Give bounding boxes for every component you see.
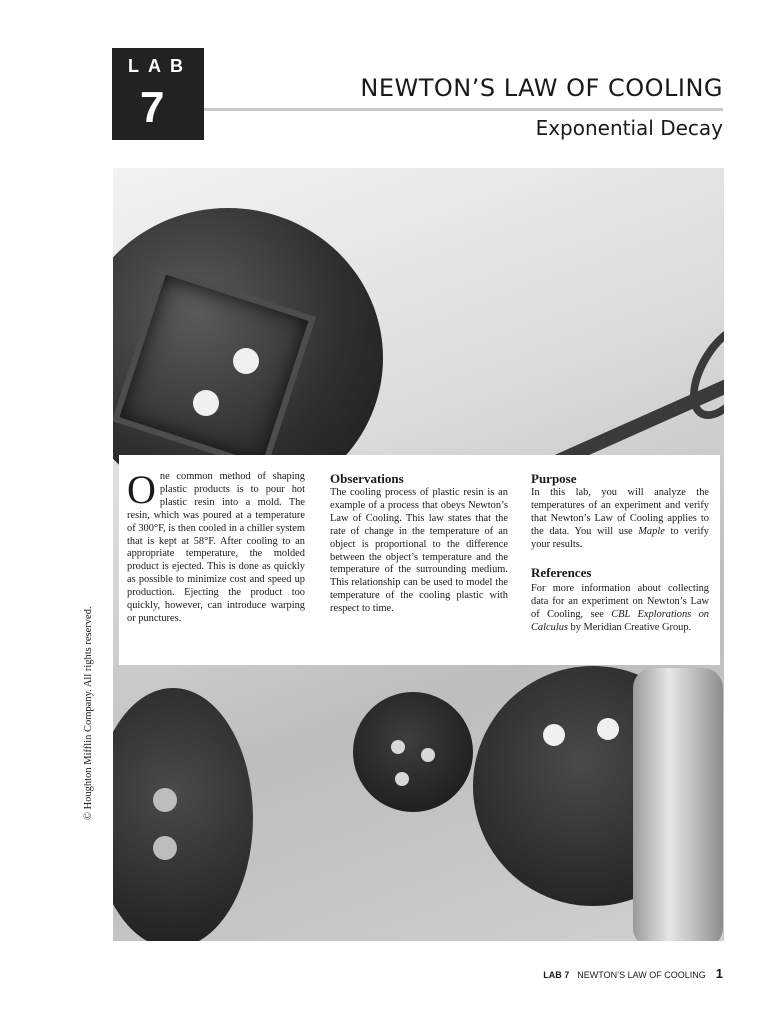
purpose-text-a: In this lab, you will analyze the temperatures of an experiment and verify that Newton’s Law of Cooling applies to the data. You will use (531, 487, 709, 537)
page-footer (543, 966, 723, 981)
references-heading: References (531, 565, 592, 580)
page-subtitle: Exponential Decay (535, 116, 723, 140)
thread-spool-image (633, 668, 723, 941)
text-panel (119, 455, 720, 665)
page-number: 1 (715, 966, 723, 981)
lab-number: 7 (140, 83, 165, 132)
copyright-notice: © Houghton Mifflin Company. All rights reserved. (83, 606, 94, 820)
lab-label: LAB (128, 56, 192, 76)
references-text (531, 583, 709, 635)
references-text-a: For more information about collecting data for an experiment on Newton’s Law of Cooling, see (531, 583, 709, 620)
page-title: NEWTON’S LAW OF COOLING (360, 74, 723, 102)
drop-cap: O (127, 467, 156, 512)
references-text-b: by Meridian Creative Group. (567, 621, 692, 633)
intro-paragraph (127, 467, 305, 626)
purpose-heading: Purpose (531, 471, 577, 486)
footer-title: NEWTON’S LAW OF COOLING (577, 970, 706, 980)
lab-badge (112, 48, 204, 140)
intro-text: ne common method of shaping plastic products is to pour hot plastic resin into a mold. The resin, which was poured at a temperature of 300°F, is then cooled in a chiller system that is kept at 58°F. After cooling to an appropriate temperature, the molded product is ejected. This is done as quickly as possible to minimize cost and speed up production. Ejecting the product too quickly, however, can introduce warping or punctures. (127, 471, 305, 624)
purpose-software: Maple (638, 525, 665, 537)
references-book: CBL Explorations on Calculus (531, 608, 709, 633)
footer-lab: LAB 7 (543, 970, 570, 980)
observations-heading: Observations (330, 471, 404, 486)
purpose-text (531, 487, 709, 552)
observations-text: The cooling process of plastic resin is an example of a process that obeys Newton’s Law of Cooling. This law states that the rate of change in the temperature of an object is proportional to the difference between the object’s temperature and the temperature of the surrounding medium. This relationship can be used to model the temperature of the cooling plastic with respect to time. (330, 487, 508, 615)
header-rule (204, 108, 723, 111)
purpose-text-b: to verify your results. (531, 525, 709, 550)
bottom-left-button-image (113, 688, 253, 941)
small-button-image (353, 692, 473, 812)
